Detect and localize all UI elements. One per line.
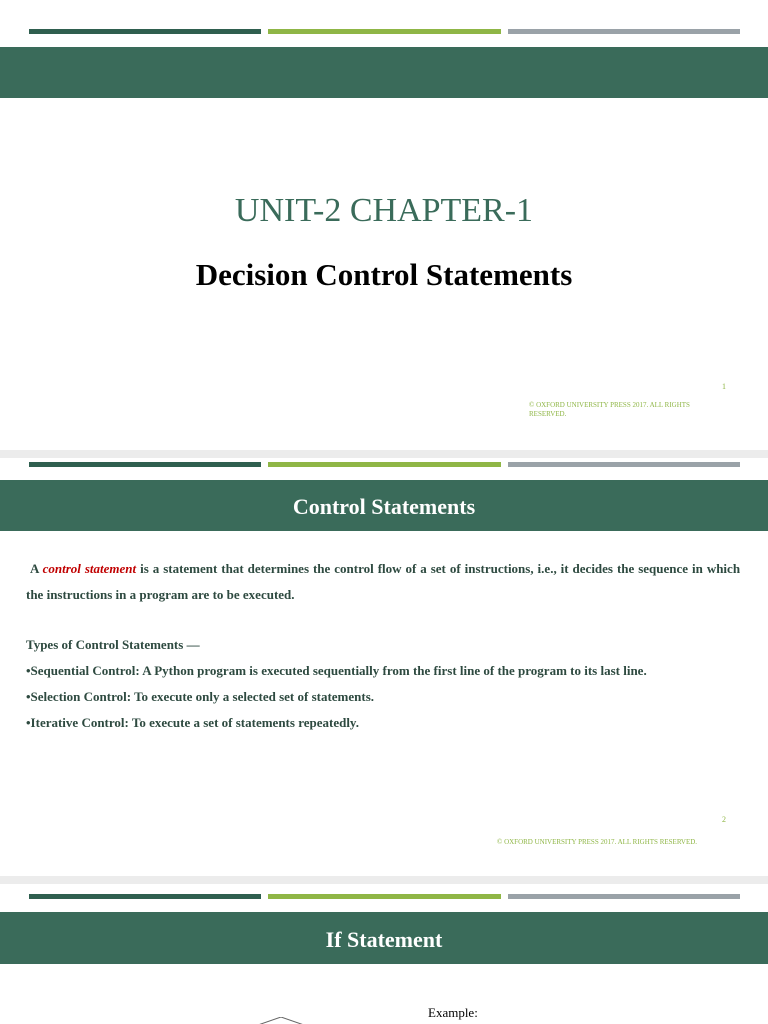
intro-prefix: A — [29, 561, 39, 576]
stripe-dark — [29, 462, 261, 467]
flowchart-decision-shape — [258, 1017, 304, 1024]
stripe-dark — [29, 894, 261, 899]
slide-separator — [0, 876, 768, 884]
intro-paragraph — [26, 556, 740, 608]
slide-title: Control Statements — [292, 494, 476, 519]
copyright-line-1: © OXFORD UNIVERSITY PRESS 2017. ALL RIGHTS — [529, 401, 690, 409]
copyright-line-2: RESERVED. — [529, 410, 567, 418]
stripe-green — [268, 462, 501, 467]
intro-rest: is a statement that determines the control flow of a set of instructions, i.e., it decides the sequence in which the instructions in a program are to be executed. — [26, 561, 741, 602]
title-slide — [0, 0, 768, 450]
page-number: 1 — [722, 382, 726, 391]
list-item: •Iterative Control: To execute a set of statements repeatedly. — [26, 715, 359, 730]
list-item: •Sequential Control: A Python program is executed sequentially from the first line of the program to its last line. — [26, 663, 647, 678]
example-label: Example: — [428, 1005, 478, 1020]
header-band — [0, 47, 768, 98]
deck-title: Decision Control Statements — [195, 257, 573, 292]
top-stripes — [29, 462, 740, 467]
unit-title: UNIT-2 CHAPTER-1 — [234, 192, 534, 229]
stripe-green — [268, 894, 501, 899]
control-statements-slide — [0, 458, 768, 876]
stripe-gray — [508, 894, 740, 899]
stripe-dark — [29, 29, 261, 34]
stripe-gray — [508, 29, 740, 34]
if-statement-slide — [0, 884, 768, 1024]
copyright-notice — [529, 401, 719, 419]
top-stripes — [29, 894, 740, 899]
copyright-notice: © OXFORD UNIVERSITY PRESS 2017. ALL RIGHTS RESERVED. — [497, 838, 698, 846]
slide-separator — [0, 450, 768, 458]
list-item: •Selection Control: To execute only a selected set of statements. — [26, 689, 375, 704]
slide-title: If Statement — [325, 927, 443, 952]
page-number: 2 — [722, 815, 726, 824]
top-stripes — [29, 29, 740, 34]
stripe-gray — [508, 462, 740, 467]
types-list — [26, 632, 740, 736]
types-heading: Types of Control Statements — — [26, 637, 200, 652]
intro-term: control statement — [42, 561, 137, 576]
stripe-green — [268, 29, 501, 34]
